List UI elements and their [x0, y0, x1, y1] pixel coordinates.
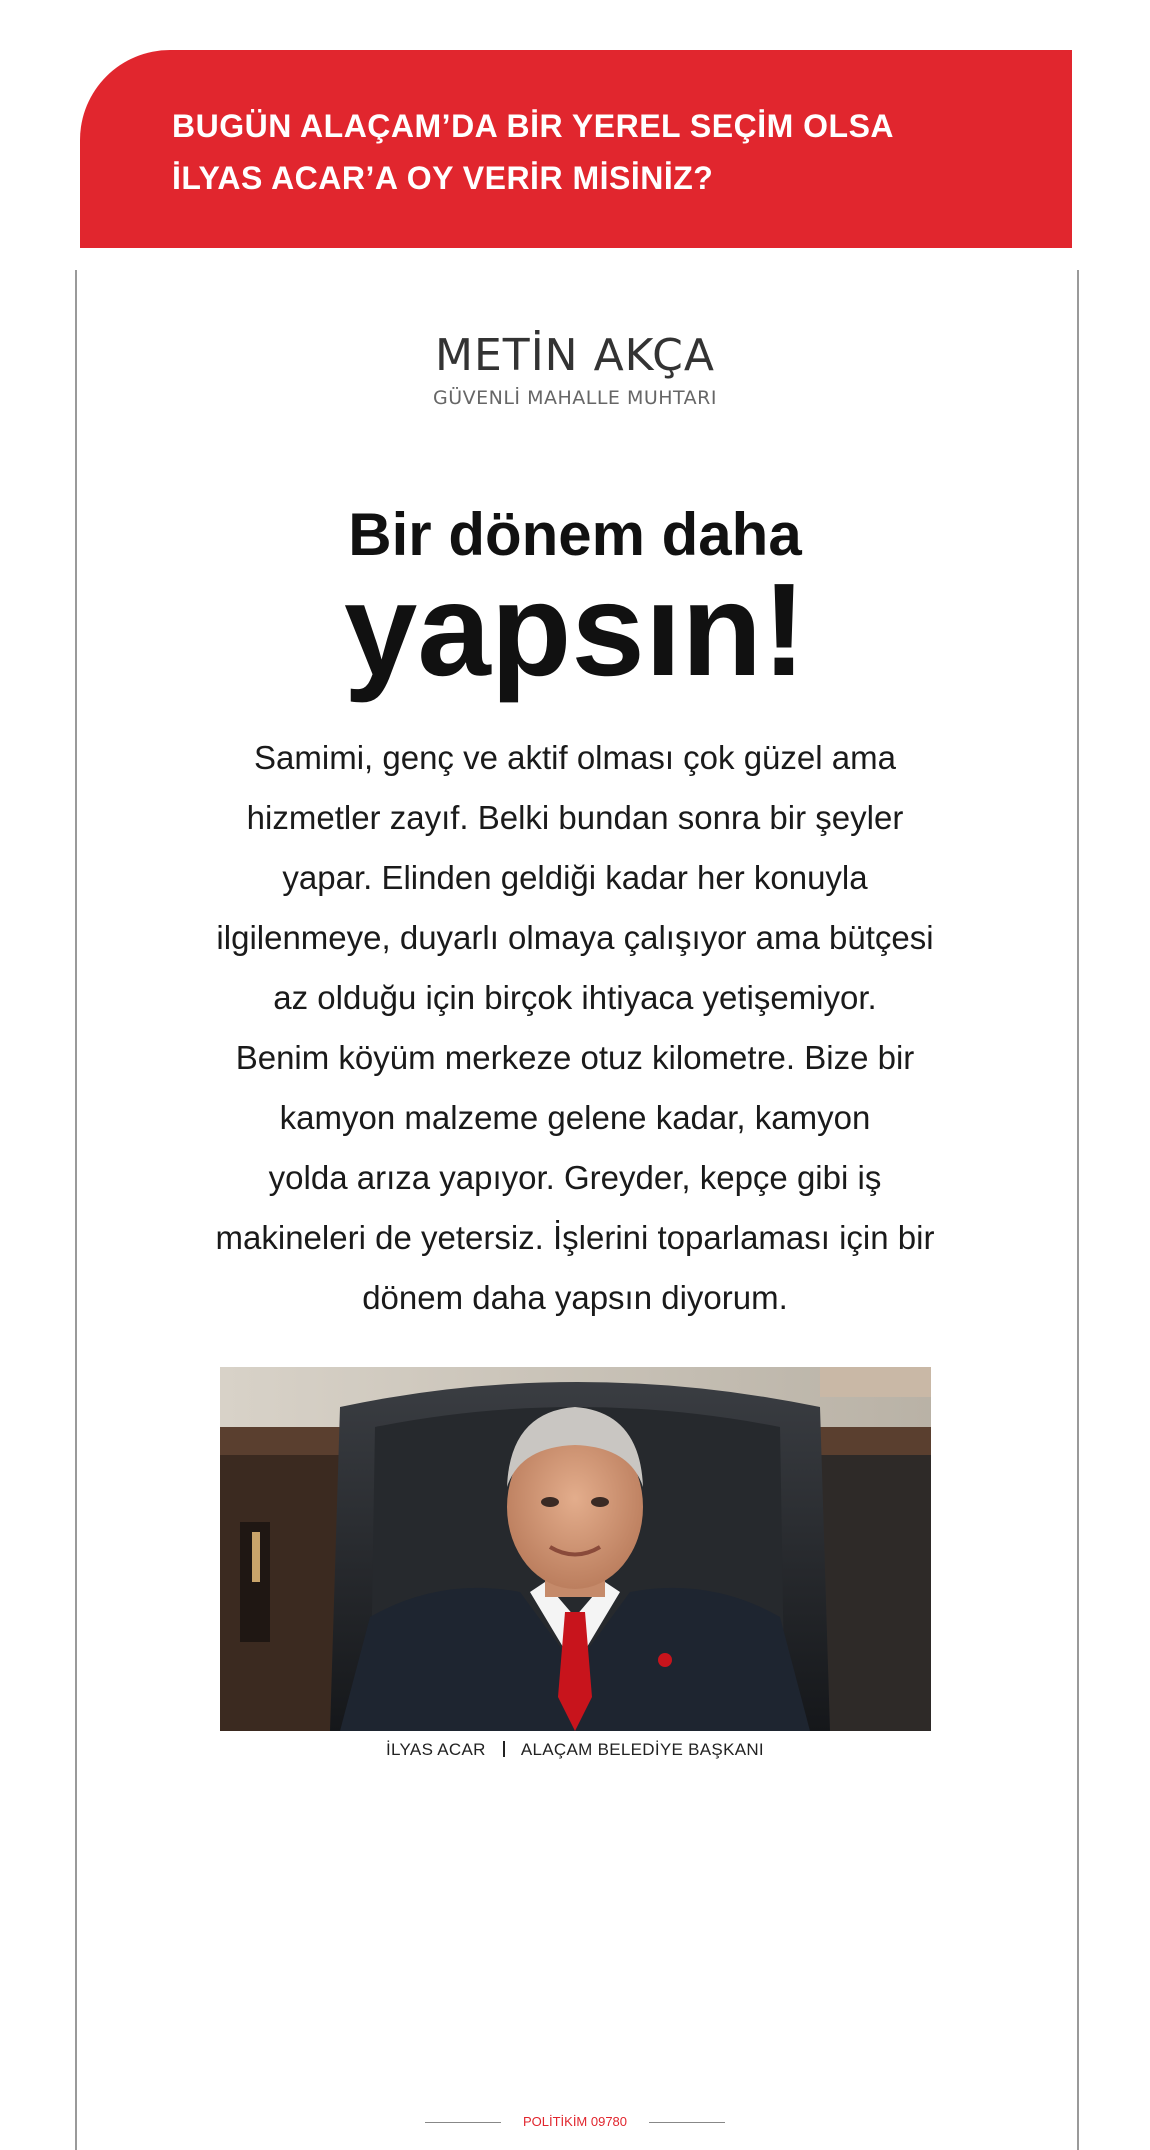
caption-name: İLYAS ACAR	[386, 1740, 486, 1759]
quote-line: Benim köyüm merkeze otuz kilometre. Bize bir	[235, 1039, 915, 1076]
quote-body	[200, 728, 950, 1328]
caption-role: ALAÇAM BELEDİYE BAŞKANI	[520, 1740, 764, 1759]
headline-line-2: yapsın!	[343, 556, 807, 703]
footer-rule-left	[425, 2122, 501, 2123]
quote-line: az olduğu için birçok ihtiyaca yetişemiyor.	[273, 979, 877, 1016]
quote-line: yolda arıza yapıyor. Greyder, kepçe gibi iş	[268, 1159, 882, 1196]
banner-line-2: İLYAS ACAR’A OY VERİR MİSİNİZ?	[172, 160, 714, 196]
footer-rule-right	[649, 2122, 725, 2123]
headline-line-1: Bir dönem daha	[348, 501, 802, 568]
author-title: GÜVENLİ MAHALLE MUHTARI	[433, 387, 717, 409]
caption-separator	[503, 1741, 505, 1757]
photo-caption	[0, 1740, 1150, 1760]
author-name: METİN AKÇA	[435, 330, 715, 381]
portrait-illustration	[220, 1367, 931, 1731]
footer-label: POLİTİKİM 09780	[522, 2114, 628, 2129]
portrait-photo	[220, 1367, 931, 1731]
quote-line: makineleri de yetersiz. İşlerini toparlaması için bir	[215, 1219, 935, 1256]
quote-line: ilgilenmeye, duyarlı olmaya çalışıyor ama bütçesi	[216, 919, 934, 956]
quote-line: kamyon malzeme gelene kadar, kamyon	[279, 1099, 871, 1136]
quote-line: dönem daha yapsın diyorum.	[362, 1279, 788, 1316]
quote-line: yapar. Elinden geldiği kadar her konuyla	[282, 859, 868, 896]
quote-line: Samimi, genç ve aktif olması çok güzel ama	[254, 739, 896, 776]
banner-question	[172, 100, 1052, 204]
page-footer	[0, 2114, 1150, 2129]
banner-line-1: BUGÜN ALAÇAM’DA BİR YEREL SEÇİM OLSA	[172, 108, 895, 144]
quote-line: hizmetler zayıf. Belki bundan sonra bir şeyler	[246, 799, 904, 836]
